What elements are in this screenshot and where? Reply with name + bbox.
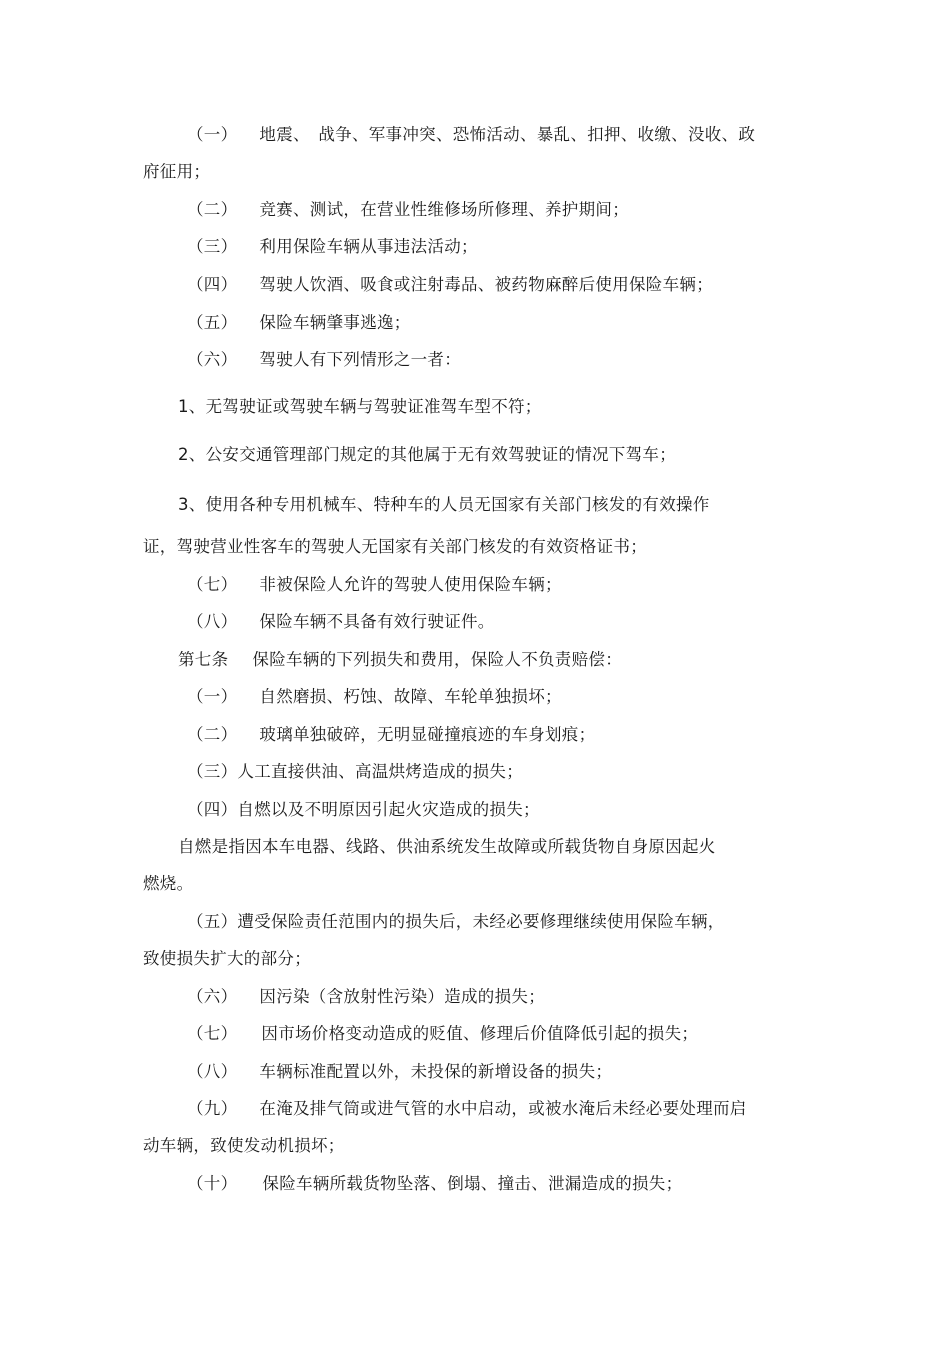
clause-line [187, 275, 713, 295]
clause-text: 致使损失扩大的部分； [143, 949, 311, 968]
clause-line [187, 1174, 682, 1194]
clause-text: 因市场价格变动造成的贬值、修理后价值降低引起的损失； [261, 1024, 699, 1043]
sub-item [178, 445, 676, 465]
clause-text: 保险车辆不具备有效行驶证件。 [259, 612, 495, 631]
clause-text: （三）人工直接供油、高温烘烤造成的损失； [187, 762, 523, 781]
clause-line [187, 313, 411, 333]
clause-number: （二） [187, 725, 238, 744]
clause-number: （二） [187, 200, 238, 219]
article-number: 第七条 [178, 650, 229, 669]
clause-number: （六） [187, 987, 238, 1006]
sub-item [178, 397, 542, 417]
clause-text: 驾驶人有下列情形之一者： [259, 350, 462, 369]
clause-number: （一） [187, 687, 238, 706]
clause-text: 自然磨损、朽蚀、故障、车轮单独损坏； [259, 687, 562, 706]
clause-number: （八） [187, 612, 238, 631]
article-heading [178, 650, 622, 670]
clause-text: 保险车辆所载货物坠落、倒塌、撞击、泄漏造成的损失； [262, 1174, 683, 1193]
clause-line [187, 687, 562, 707]
note-paragraph [178, 837, 716, 857]
clause-line [187, 1024, 698, 1044]
clause-line [187, 725, 595, 745]
clause-line [187, 1062, 612, 1082]
sub-item-text: 2、公安交通管理部门规定的其他属于无有效驾驶证的情况下驾车； [178, 445, 676, 464]
clause-number: （三） [187, 237, 238, 256]
clause-text: 在淹及排气筒或进气管的水中启动，或被水淹后未经必要处理而启 [259, 1099, 747, 1118]
clause-text: 府征用； [143, 162, 211, 181]
clause-number: （九） [187, 1099, 238, 1118]
clause-text: 利用保险车辆从事违法活动； [259, 237, 478, 256]
clause-text: 非被保险人允许的驾驶人使用保险车辆； [259, 575, 562, 594]
clause-number: （八） [187, 1062, 238, 1081]
clause-line [187, 1099, 747, 1119]
article-text: 保险车辆的下列损失和费用，保险人不负责赔偿： [252, 650, 623, 669]
clause-line [187, 575, 562, 595]
clause-number: （五） [187, 313, 238, 332]
sub-item-text: 3、使用各种专用机械车、特种车的人员无国家有关部门核发的有效操作 [178, 495, 710, 514]
note-continuation [143, 874, 193, 894]
clause-text: （四）自燃以及不明原因引起火灾造成的损失； [187, 800, 540, 819]
clause-line [187, 200, 629, 220]
clause-line [187, 987, 545, 1007]
note-text: 燃烧。 [143, 874, 194, 893]
sub-item-continuation [143, 537, 647, 557]
clause-line [187, 125, 755, 145]
clause-text: （五）遭受保险责任范围内的损失后，未经必要修理继续使用保险车辆， [187, 912, 725, 931]
sub-item-text: 证，驾驶营业性客车的驾驶人无国家有关部门核发的有效资格证书； [143, 537, 647, 556]
clause-text: 驾驶人饮酒、吸食或注射毒品、被药物麻醉后使用保险车辆； [259, 275, 714, 294]
clause-continuation [143, 162, 210, 182]
clause-number: （十） [187, 1174, 238, 1193]
sub-item-text: 1、无驾驶证或驾驶车辆与驾驶证准驾车型不符； [178, 397, 542, 416]
clause-line [187, 237, 478, 257]
clause-line [187, 800, 540, 820]
clause-line [187, 762, 523, 782]
clause-number: （六） [187, 350, 238, 369]
clause-text: 竞赛、测试，在营业性维修场所修理、养护期间； [259, 200, 630, 219]
clause-text: 因污染（含放射性污染）造成的损失； [259, 987, 546, 1006]
clause-number: （四） [187, 275, 238, 294]
clause-line [187, 612, 495, 632]
clause-text: 动车辆，致使发动机损坏； [143, 1136, 345, 1155]
clause-continuation [143, 949, 311, 969]
clause-number: （七） [187, 1024, 238, 1043]
clause-line [187, 912, 725, 932]
clause-text: 保险车辆肇事逃逸； [259, 313, 411, 332]
clause-continuation [143, 1136, 345, 1156]
clause-number: （七） [187, 575, 238, 594]
note-text: 自燃是指因本车电器、线路、供油系统发生故障或所载货物自身原因起火 [178, 837, 716, 856]
clause-line [187, 350, 461, 370]
clause-text: 车辆标准配置以外，未投保的新增设备的损失； [259, 1062, 613, 1081]
clause-number: （一） [187, 125, 238, 144]
clause-text: 玻璃单独破碎，无明显碰撞痕迹的车身划痕； [259, 725, 596, 744]
clause-text: 地震、 战争、军事冲突、恐怖活动、暴乱、扣押、收缴、没收、政 [259, 125, 756, 144]
sub-item [178, 495, 710, 515]
